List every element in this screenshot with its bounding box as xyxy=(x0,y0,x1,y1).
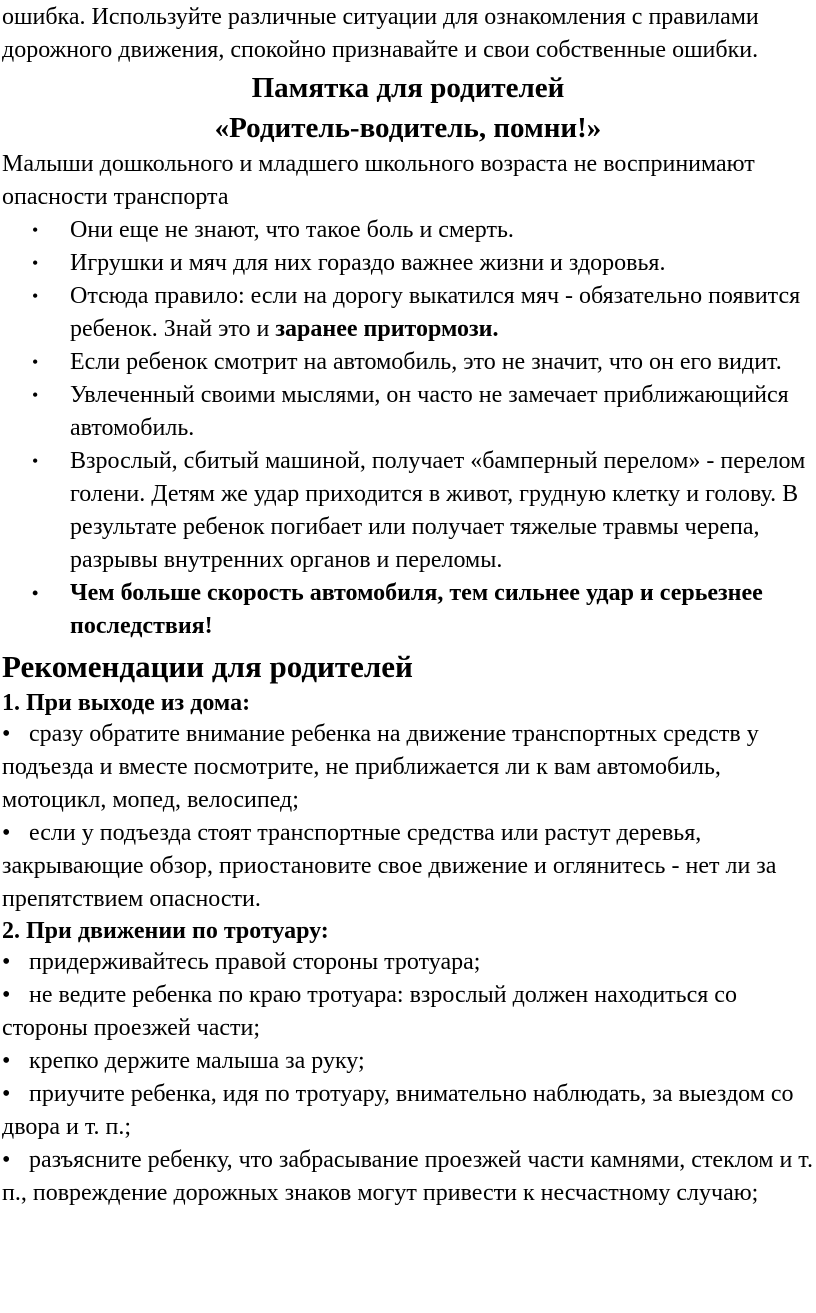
memo-fact-item xyxy=(2,214,814,247)
memo-fact-item xyxy=(2,379,814,445)
recommendation-text: приучите ребенка, идя по тротуару, внимательно наблюдать, за выездом со двора и т. п.; xyxy=(2,1081,794,1140)
bullet-icon: • xyxy=(2,721,11,747)
memo-fact-emphasis: Чем больше скорость автомобиля, тем сильнее удар и серьезнее последствия! xyxy=(70,580,763,639)
bullet-icon: • xyxy=(32,253,39,273)
memo-fact-item xyxy=(2,577,814,643)
bullet-icon: • xyxy=(32,583,39,603)
bullet-icon: • xyxy=(2,982,11,1008)
memo-fact-item xyxy=(2,280,814,346)
memo-fact-text: Они еще не знают, что такое боль и смерть. xyxy=(70,217,514,243)
memo-fact-item xyxy=(2,247,814,280)
recommendation-item xyxy=(2,718,814,817)
memo-fact-emphasis: заранее притормози. xyxy=(275,316,499,342)
section-heading: 2. При движении по тротуару: xyxy=(2,918,329,944)
bullet-icon: • xyxy=(32,220,39,240)
memo-fact-text: Увлеченный своими мыслями, он часто не замечает приближающийся автомобиль. xyxy=(70,382,789,441)
bullet-icon: • xyxy=(2,1147,11,1173)
bullet-icon: • xyxy=(2,820,11,846)
recommendation-item xyxy=(2,946,814,979)
memo-title-line-2: «Родитель-водитель, помни!» xyxy=(214,112,602,144)
recommendation-item xyxy=(2,1045,814,1078)
recommendations-title: Рекомендации для родителей xyxy=(2,649,413,684)
bullet-icon: • xyxy=(2,1081,11,1107)
bullet-icon: • xyxy=(32,286,39,306)
recommendation-text: сразу обратите внимание ребенка на движение транспортных средств у подъезда и вместе посмотрите, не приближается ли к вам автомобиль, мотоцикл, мопед, велосипед; xyxy=(2,721,759,813)
memo-fact-text: Взрослый, сбитый машиной, получает «бамперный перелом» - перелом голени. Детям же удар приходится в живот, грудную клетку и голову. В результате ребенок погибает или получает тяжелые травмы черепа, разрывы внутренних органов и переломы. xyxy=(70,448,806,573)
bullet-icon: • xyxy=(32,385,39,405)
section-heading: 1. При выходе из дома: xyxy=(2,690,251,716)
recommendation-text: крепко держите малыша за руку; xyxy=(29,1048,365,1074)
bullet-icon: • xyxy=(2,949,11,975)
recommendation-text: если у подъезда стоят транспортные средства или растут деревья, закрывающие обзор, приостановите свое движение и оглянитесь - нет ли за препятствием опасности. xyxy=(2,820,777,912)
memo-fact-item xyxy=(2,346,814,379)
memo-fact-item xyxy=(2,445,814,577)
recommendation-item xyxy=(2,1144,814,1210)
recommendation-item xyxy=(2,1078,814,1144)
memo-title xyxy=(2,68,814,148)
memo-title-line-1: Памятка для родителей xyxy=(251,72,565,104)
memo-fact-text: Отсюда правило: если на дорогу выкатился мяч - обязательно появится ребенок. Знай это и xyxy=(70,283,801,342)
memo-fact-text: Если ребенок смотрит на автомобиль, это не значит, что он его видит. xyxy=(70,349,782,375)
memo-fact-text: Игрушки и мяч для них гораздо важнее жизни и здоровья. xyxy=(70,250,666,276)
bullet-icon: • xyxy=(2,1048,11,1074)
document-page xyxy=(2,0,814,1210)
recommendation-item xyxy=(2,817,814,916)
memo-fact-list xyxy=(2,214,814,643)
memo-lead-paragraph: Малыши дошкольного и младшего школьного возраста не воспринимают опасности транспорта xyxy=(2,151,755,210)
recommendation-item xyxy=(2,979,814,1045)
intro-paragraph: ошибка. Используйте различные ситуации для ознакомления с правилами дорожного движения, спокойно признавайте и свои собственные ошибки. xyxy=(2,4,759,63)
recommendation-text: не ведите ребенка по краю тротуара: взрослый должен находиться со стороны проезжей части; xyxy=(2,982,737,1041)
bullet-icon: • xyxy=(32,451,39,471)
recommendation-text: разъясните ребенку, что забрасывание проезжей части камнями, стеклом и т. п., повреждение дорожных знаков могут привести к несчастному случаю; xyxy=(2,1147,813,1206)
recommendation-text: придерживайтесь правой стороны тротуара; xyxy=(29,949,481,975)
bullet-icon: • xyxy=(32,352,39,372)
